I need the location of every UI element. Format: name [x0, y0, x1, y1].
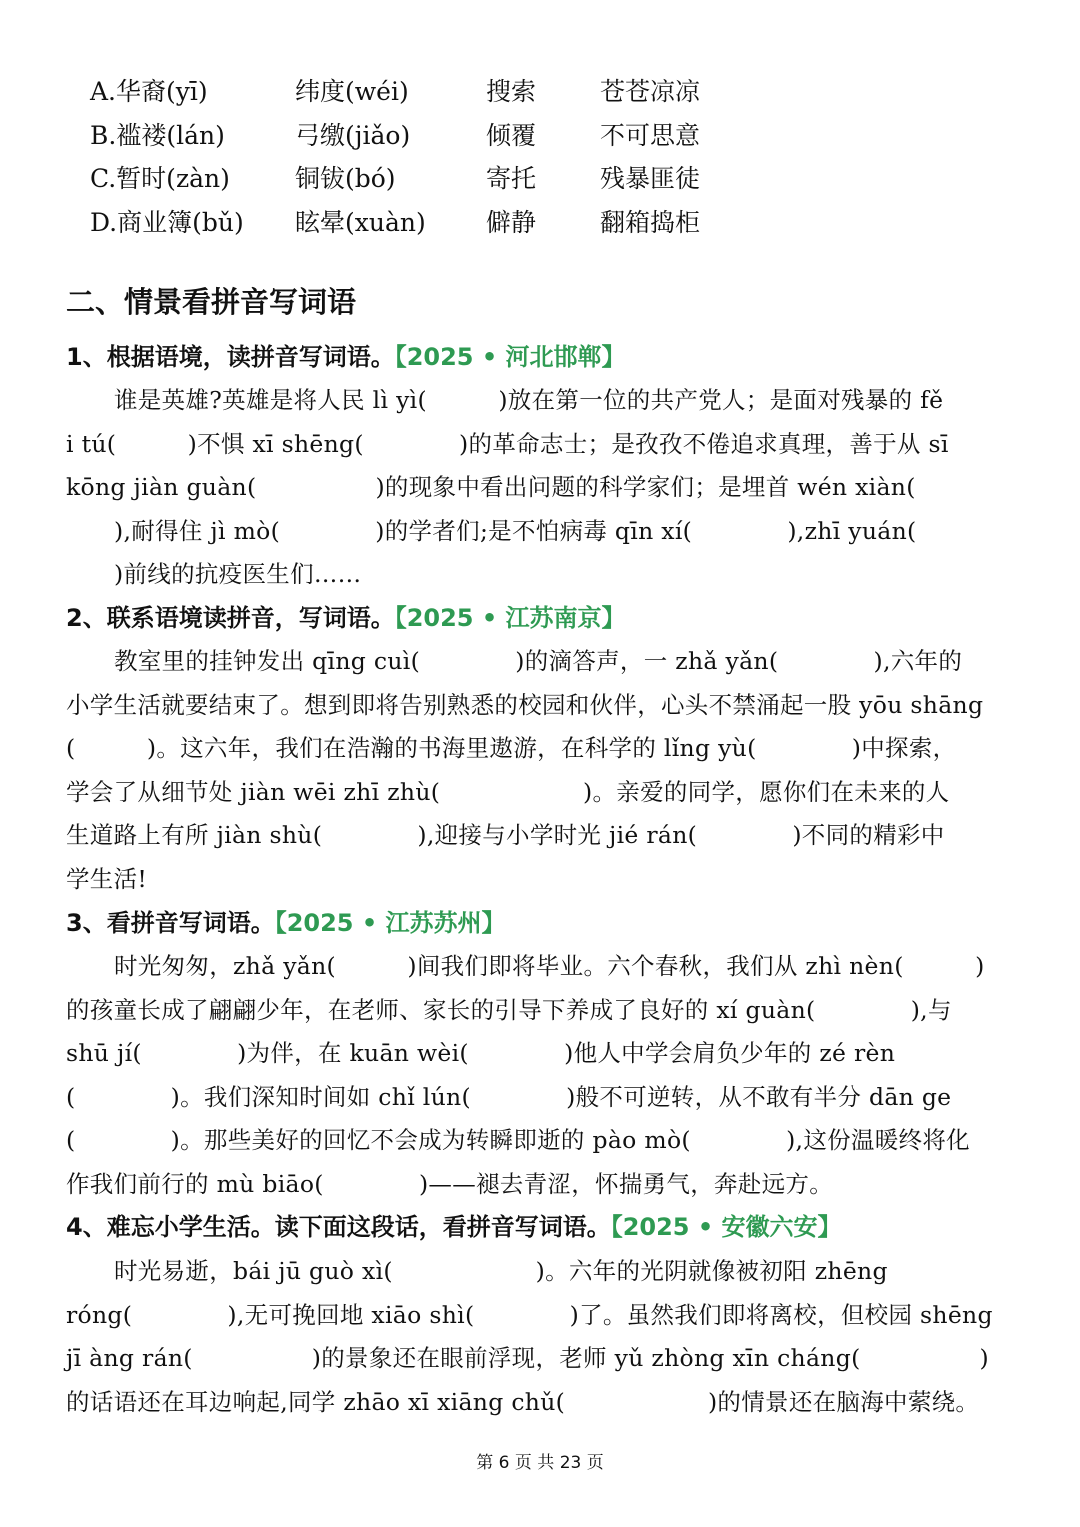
option-cell: 铜钹(bó)	[295, 164, 396, 193]
paragraph-line: 谁是英雄?英雄是将人民 lì yì( )放在第一位的共产党人；是面对残暴的 fě	[114, 386, 944, 414]
option-cell: 寄托	[486, 164, 537, 193]
question-3-paragraph	[66, 945, 1016, 1206]
question-3-heading	[66, 903, 506, 943]
question-text: 4、难忘小学生活。读下面这段话，看拼音写词语。	[66, 1213, 611, 1241]
question-source: 【2025 • 安徽六安】	[610, 1213, 842, 1241]
option-cell: 纬度(wéi)	[295, 77, 409, 106]
question-source: 【2025 • 河北邯郸】	[394, 343, 626, 371]
question-2-heading	[66, 598, 626, 638]
question-source: 【2025 • 江苏南京】	[394, 604, 626, 632]
option-cell: 弓缴(jiǎo)	[295, 120, 411, 150]
option-cell: 翻箱捣柜	[600, 207, 701, 237]
paragraph-line: ( )。我们深知时间如 chǐ lún( )般不可逆转，从不敢有半分 dān ge	[66, 1082, 952, 1111]
paragraph-line: 教室里的挂钟发出 qīng cuì( )的滴答声，一 zhǎ yǎn( ),六年的	[114, 647, 963, 675]
question-4-paragraph	[66, 1250, 1016, 1424]
paragraph-line: 学生活!	[66, 864, 148, 893]
paragraph-line: 时光匆匆，zhǎ yǎn( )间我们即将毕业。六个春秋，我们从 zhì nèn( )	[114, 952, 985, 980]
question-text: 3、看拼音写词语。	[66, 909, 275, 937]
paragraph-line: 小学生活就要结束了。想到即将告别熟悉的校园和伙伴，心头不禁涌起一股 yōu shāng	[66, 690, 984, 719]
paragraph-line: 时光易逝，bái jū guò xì( )。六年的光阴就像被初阳 zhēng	[114, 1257, 888, 1285]
option-cell: 搜索	[486, 77, 537, 106]
option-cell: 倾覆	[486, 120, 537, 150]
paragraph-line: ( )。那些美好的回忆不会成为转瞬即逝的 pào mò( ),这份温暖终将化	[66, 1126, 970, 1154]
page-number-footer: 第 6 页 共 23 页	[476, 1453, 604, 1473]
question-4-heading	[66, 1207, 842, 1247]
option-cell: 残暴匪徒	[600, 164, 701, 193]
paragraph-line: ( )。这六年，我们在浩瀚的书海里遨游，在科学的 lǐng yù( )中探索，	[66, 734, 957, 762]
option-cell: 不可思意	[600, 120, 701, 150]
question-source: 【2025 • 江苏苏州】	[274, 909, 506, 937]
paragraph-line: i tú( )不惧 xī shēng( )的革命志士；是孜孜不倦追求真理，善于从 sī	[66, 429, 949, 458]
question-text: 2、联系语境读拼音，写词语。	[66, 604, 395, 632]
option-cell: D.商业簿(bǔ)	[90, 207, 244, 237]
paragraph-line: 作我们前行的 mù biāo( )——褪去青涩，怀揣勇气，奔赴远方。	[66, 1169, 834, 1198]
option-cell: 眩晕(xuàn)	[295, 207, 426, 237]
paragraph-line: jī àng rán( )的景象还在眼前浮现，老师 yǔ zhòng xīn cháng( )	[66, 1344, 990, 1372]
question-2-paragraph	[66, 640, 1016, 901]
question-1-paragraph	[66, 379, 1016, 597]
section-title: 二、情景看拼音写词语	[66, 285, 357, 319]
option-cell: C.暂时(zàn)	[90, 164, 230, 193]
paragraph-line: kōng jiàn guàn( )的现象中看出问题的科学家们；是埋首 wén xiàn(	[66, 473, 916, 501]
paragraph-line: 学会了从细节处 jiàn wēi zhī zhù( )。亲爱的同学，愿你们在未来的人	[66, 777, 950, 806]
paragraph-line: róng( ),无可挽回地 xiāo shì( )了。虽然我们即将离校，但校园 shēng	[66, 1300, 993, 1329]
paragraph-line: )前线的抗疫医生们……	[114, 560, 362, 588]
paragraph-line: 生道路上有所 jiàn shù( ),迎接与小学时光 jié rán( )不同的精彩中	[66, 821, 945, 849]
option-cell: B.褴褛(lán)	[90, 120, 225, 150]
paragraph-line: ),耐得住 jì mò( )的学者们;是不怕病毒 qīn xí( ),zhī yuán(	[114, 516, 917, 545]
option-cell: A.华裔(yī)	[90, 77, 208, 106]
option-cell: 苍苍凉凉	[600, 77, 701, 106]
option-cell: 僻静	[486, 207, 537, 237]
paragraph-line: 的话语还在耳边响起,同学 zhāo xī xiāng chǔ( )的情景还在脑海中萦绕。	[66, 1387, 980, 1416]
paragraph-line: 的孩童长成了翩翩少年，在老师、家长的引导下养成了良好的 xí guàn( ),与	[66, 995, 952, 1024]
paragraph-line: shū jí( )为伴，在 kuān wèi( )他人中学会肩负少年的 zé rèn	[66, 1039, 896, 1067]
question-1-heading	[66, 337, 626, 377]
question-text: 1、根据语境，读拼音写词语。	[66, 343, 395, 371]
